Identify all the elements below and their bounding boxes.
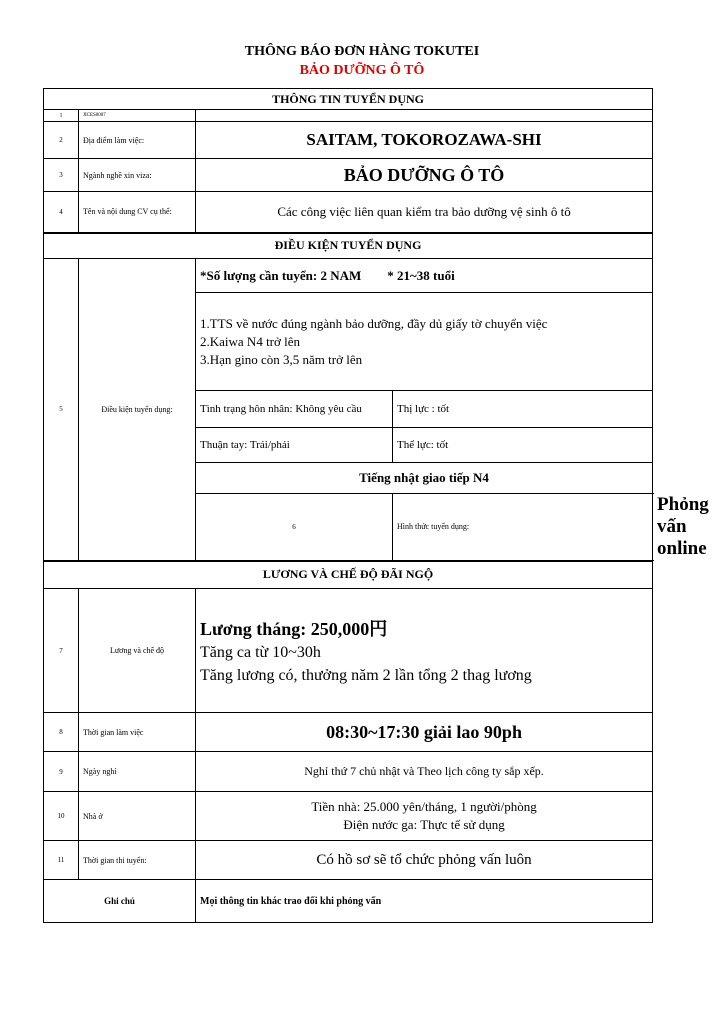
requirement-item: 3.Hạn gino còn 3,5 năm trở lên [200,351,363,367]
table-row [44,589,653,713]
row-label: Ngành nghề xin viza: [79,159,196,192]
row-label: Điều kiện tuyển dụng: [79,259,196,561]
row-label: Tên và nội dung CV cụ thể: [79,192,196,233]
row-label: Hình thức tuyển dụng: [393,494,653,561]
requirements-cell [196,293,653,391]
row-label: Nhà ở [79,792,196,841]
table-row [44,880,653,923]
table-row: 6 Hình thức tuyển dụng: Phỏng vấn online [44,494,653,561]
housing-utilities: Điện nước ga: Thực tế sử dụng [343,817,505,832]
row-number: 4 [44,192,79,233]
table-row [44,122,653,159]
note-value: Mọi thông tin khác trao đổi khi phỏng vấn [196,880,653,923]
empty-cell [196,110,653,122]
row-number: 3 [44,159,79,192]
order-code: JICES0007 [79,110,196,122]
job-description: Các công việc liên quan kiểm tra bảo dưỡng vệ sinh ô tô [196,192,653,233]
section-header-row [44,233,653,259]
table-row [44,192,653,233]
visa-industry: BẢO DƯỠNG Ô TÔ [196,159,653,192]
row-number: 9 [44,752,79,792]
table-row [44,752,653,792]
table-row [44,713,653,752]
row-label: Địa điểm làm việc: [79,122,196,159]
language-requirement: Tiếng nhật giao tiếp N4 [196,463,653,494]
table-row [44,792,653,841]
row-number: 8 [44,713,79,752]
table-row [44,841,653,880]
table-row [44,159,653,192]
handedness: Thuận tay: Trái/phải [196,428,393,463]
requirement-item: 1.TTS về nước đúng ngành bảo dưỡng, đầy dủ giấy tờ chuyển việc [200,315,548,331]
section-salary-benefits: LƯƠNG VÀ CHẾ ĐỘ ĐÃI NGỘ [44,561,653,589]
interview-schedule: Có hồ sơ sẽ tổ chức phỏng vấn luôn [196,841,653,880]
note-label: Ghi chú [44,880,196,923]
document-subtitle: BẢO DƯỠNG Ô TÔ [299,63,425,78]
housing-cell [196,792,653,841]
section-header-row [44,561,653,589]
monthly-salary: Lương tháng: 250,000円 [200,618,388,639]
requirement-item: 2.Kaiwa N4 trở lên [200,333,301,349]
row-number: 11 [44,841,79,880]
job-order-table [43,88,709,923]
row-label: Ngày nghỉ [79,752,196,792]
row-label: Thời gian thi tuyển: [79,841,196,880]
row-label: Thời gian làm việc [79,713,196,752]
row-number: 10 [44,792,79,841]
raise-bonus: Tăng lương có, thưởng năm 2 lần tổng 2 thag lương [200,666,532,684]
physical-fitness: Thể lực: tốt [393,428,653,463]
row-number: 5 [44,259,79,561]
recruit-quantity: *Số lượng cần tuyển: 2 NAM * 21~38 tuổi [196,259,653,293]
overtime-hours: Tăng ca từ 10~30h [200,643,321,661]
table-row [44,259,653,293]
document-title: THÔNG BÁO ĐƠN HÀNG TOKUTEI [244,44,480,59]
row-label: Lương và chế độ [79,589,196,713]
section-header-row [44,89,653,110]
housing-rent: Tiền nhà: 25.000 yên/tháng, 1 người/phòng [311,799,537,814]
eyesight: Thị lực : tốt [393,391,653,428]
row-number: 1 [44,110,79,122]
salary-cell [196,589,653,713]
days-off: Nghỉ thứ 7 chủ nhật và Theo lịch công ty sắp xếp. [196,752,653,792]
table-row [44,110,653,122]
section-recruitment-info: THÔNG TIN TUYỂN DỤNG [44,89,653,110]
section-conditions: ĐIỀU KIỆN TUYỂN DỤNG [44,233,653,259]
row-number: 7 [44,589,79,713]
marital-status: Tình trạng hôn nhân: Không yêu cầu [196,391,393,428]
row-number: 6 [196,494,393,561]
working-hours: 08:30~17:30 giải lao 90ph [196,713,653,752]
work-location: SAITAM, TOKOROZAWA-SHI [196,122,653,159]
row-number: 2 [44,122,79,159]
